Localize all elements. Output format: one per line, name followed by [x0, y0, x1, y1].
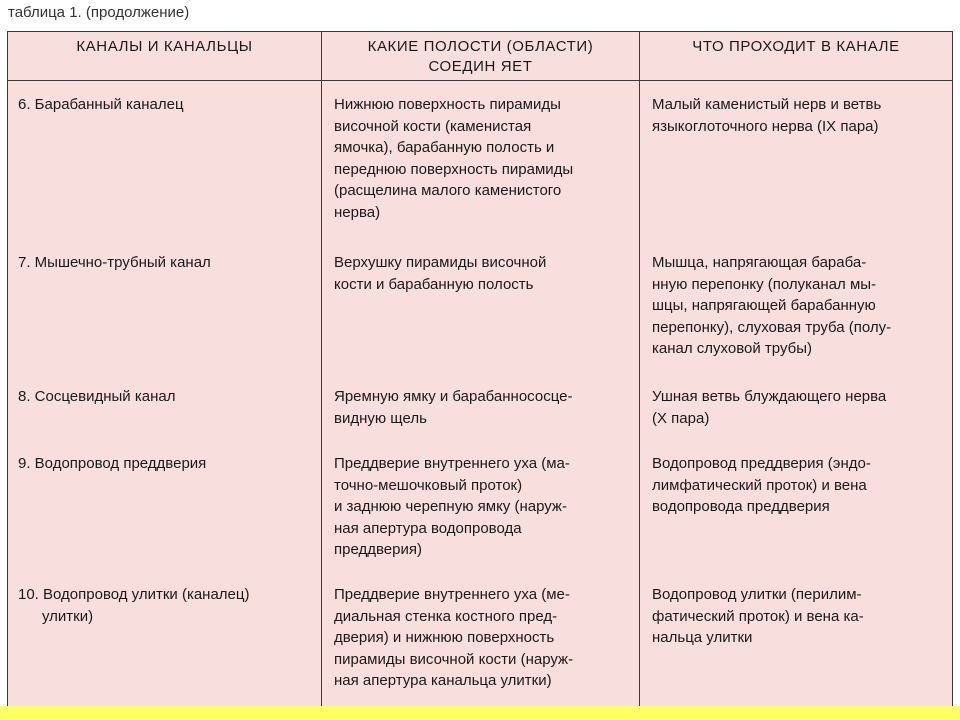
header-divider: [8, 80, 952, 81]
header-canals: КАНАЛЫ И КАНАЛЬЦЫ: [76, 38, 253, 55]
column-divider: [639, 32, 640, 707]
row-7-canal: 7. Мышечно-трубный канал: [18, 254, 211, 271]
header-contents: ЧТО ПРОХОДИТ В КАНАЛЕ: [692, 38, 900, 55]
table-caption: таблица 1. (продолжение): [8, 4, 190, 21]
row-9-canal: 9. Водопровод преддверия: [18, 455, 207, 472]
row-6-cavities: Нижнюю поверхность пирамиды височной кости (каменистая ямочка), барабанную полость и переднюю поверхность пирамиды (расщелина малого каменистого нерва): [334, 96, 574, 221]
row-10-canal: 10. Водопровод улитки (каналец) улитки): [18, 586, 250, 625]
row-6-contents: Малый каменистый нерв и ветвь языкоглоточного нерва (IX пара): [652, 96, 882, 135]
row-9-cavities: Преддверие внутреннего уха (ма- точно-мешочковый проток) и заднюю черепную ямку (наруж- ная апертура водопровода преддверия): [334, 455, 570, 558]
row-7-cavities: Верхушку пирамиды височной кости и барабанную полость: [334, 254, 547, 293]
header-cavities: КАКИЕ ПОЛОСТИ (ОБЛАСТИ) СОЕДИН ЯЕТ: [367, 38, 594, 75]
row-6-canal: 6. Барабанный каналец: [18, 96, 184, 113]
row-8-cavities: Яремную ямку и барабаннососце- видную щель: [334, 388, 573, 427]
row-10-cavities: Преддверие внутреннего уха (ме- диальная стенка костного пред- дверия) и нижнюю поверхность пирамиды височной кости (наруж- ная апертура канальца улитки): [334, 586, 574, 689]
row-10-contents: Водопровод улитки (перилим- фатический проток) и вена ка- нальца улитки: [652, 586, 864, 646]
canals-table: [7, 31, 953, 708]
row-8-canal: 8. Сосцевидный канал: [18, 388, 176, 405]
row-8-contents: Ушная ветвь блуждающего нерва (X пара): [652, 388, 887, 427]
bottom-highlight-band: [0, 706, 960, 720]
row-7-contents: Мышца, напрягающая бараба- нную перепонку (полуканал мы- шцы, напрягающей барабанную перепонку), слуховая труба (полу- канал слуховой трубы): [652, 254, 892, 357]
column-divider: [321, 32, 322, 707]
row-9-contents: Водопровод преддверия (эндо- лимфатический проток) и вена водопровода преддверия: [652, 455, 871, 515]
